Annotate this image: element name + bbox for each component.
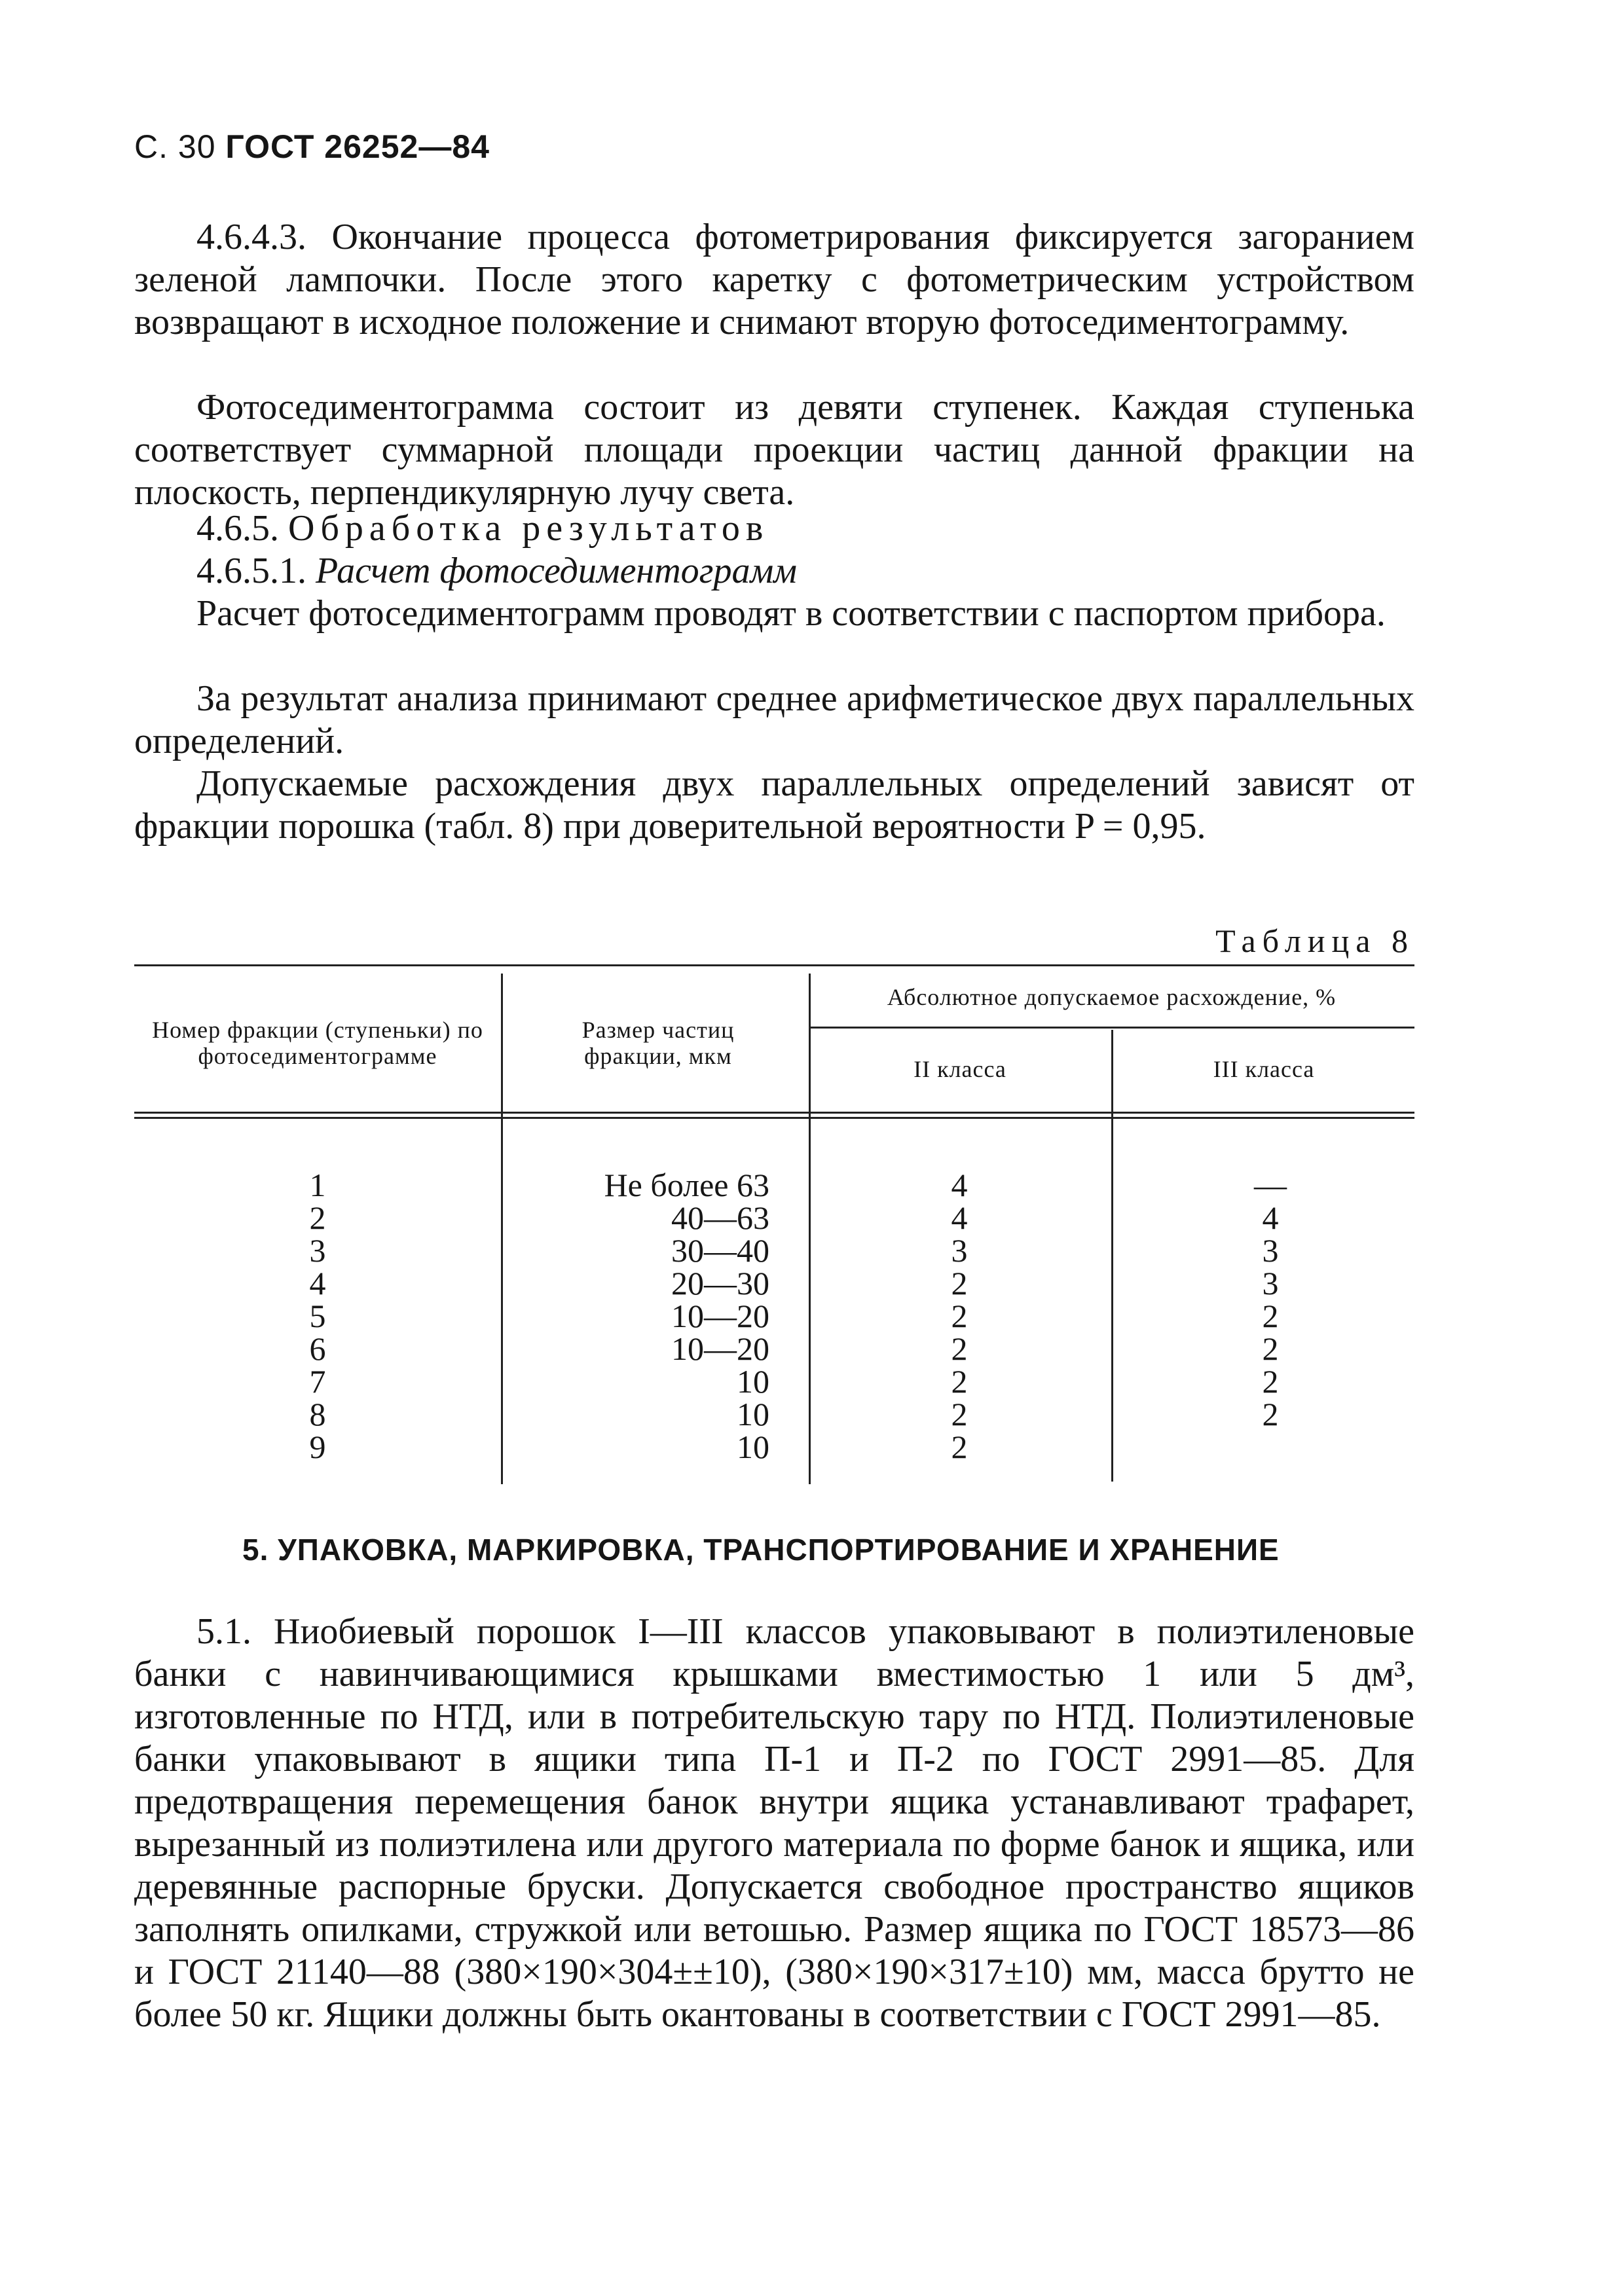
table-cell: 6 — [309, 1330, 326, 1367]
table-cell: 2 — [951, 1429, 968, 1465]
table-cell: 10 — [737, 1429, 769, 1465]
paragraph-result: За результат анализа принимают среднее арифметическое двух параллельных определений. — [134, 678, 1414, 761]
table-top-rule — [134, 964, 1414, 966]
column-particle-size — [553, 1169, 769, 1463]
table-cell: 2 — [951, 1363, 968, 1400]
subsection-number: 4.6.5. — [196, 508, 279, 549]
header-fraction-number: Номер фракции (ступеньки) по фотоседиментограмме — [152, 1017, 483, 1069]
table-cell: 10—20 — [671, 1330, 769, 1367]
running-head — [134, 128, 490, 166]
table-cell: — — [1254, 1167, 1287, 1203]
table-cell: 30—40 — [671, 1232, 769, 1269]
table-subheader-rule — [809, 1027, 1414, 1029]
table-cell: 20—30 — [671, 1265, 769, 1302]
table-cell: 2 — [1262, 1330, 1279, 1367]
table-cell: 4 — [951, 1167, 968, 1203]
table-cell: 4 — [951, 1199, 968, 1236]
table-cell: 2 — [951, 1330, 968, 1367]
table-cell: Не более 63 — [604, 1167, 769, 1203]
table-cell: 2 — [951, 1298, 968, 1334]
subsection-4-6-5-1 — [134, 550, 1414, 592]
table-column-divider — [501, 974, 503, 1484]
table-cell: 3 — [309, 1232, 326, 1269]
table-cell: 4 — [309, 1265, 326, 1302]
subsection-4-6-5 — [134, 507, 1414, 550]
subsection-number: 4.6.5.1. — [196, 551, 306, 591]
table-cell: 40—63 — [671, 1199, 769, 1236]
table-cell: 2 — [1262, 1363, 1279, 1400]
table-cell: 7 — [309, 1363, 326, 1400]
column-class-2 — [933, 1169, 986, 1463]
table-cell: 2 — [309, 1199, 326, 1236]
column-class-3 — [1244, 1169, 1297, 1430]
paragraph-4-6-4-3: 4.6.4.3. Окончание процесса фотометрирования фиксируется загоранием зеленой лампочки. После этого каретку с фотометрическим устройством возвращают в исходное положение и снимают вторую фотоседиментограмму. — [134, 217, 1414, 342]
table-caption: Таблица 8 — [1215, 922, 1414, 959]
table-cell: 8 — [309, 1396, 326, 1432]
section-heading: 5. УПАКОВКА, МАРКИРОВКА, ТРАНСПОРТИРОВАНИЕ И ХРАНЕНИЕ — [242, 1533, 1280, 1567]
subsection-title: Расчет фотоседиментограмм — [316, 551, 797, 591]
table-header-rule — [134, 1117, 1414, 1119]
header-class-3: III класса — [1213, 1056, 1315, 1082]
header-absolute-deviation: Абсолютное допускаемое расхождение, % — [887, 984, 1337, 1010]
standard-number: ГОСТ 26252—84 — [225, 128, 490, 165]
paragraph-tolerance: Допускаемые расхождения двух параллельных определений зависят от фракции порошка (табл. 8) при доверительной вероятности P = 0,95. — [134, 763, 1414, 847]
table-cell: 2 — [1262, 1396, 1279, 1432]
page-number: С. 30 — [134, 128, 216, 165]
table-cell: 3 — [951, 1232, 968, 1269]
column-fraction-number — [291, 1169, 344, 1463]
data-table — [134, 964, 1414, 1482]
table-cell: 10 — [737, 1363, 769, 1400]
table-cell: 3 — [1262, 1232, 1279, 1269]
paragraph-5-1: 5.1. Ниобиевый порошок I—III классов упаковывают в полиэтиленовые банки с навинчивающимися крышками вместимостью 1 или 5 дм³, изготовленные по НТД, или в потребительскую тару по НТД. Полиэтиленовые банки упаковывают в ящики типа П-1 и П-2 по ГОСТ 2991—85. Для предотвращения перемещения банок внутри ящика устанавливают трафарет, вырезанный из полиэтилена или другого материала по форме банок и ящика, или деревянные распорные бруски. Допускается свободное пространство ящиков заполнять опилками, стружкой или ветошью. Размер ящика по ГОСТ 18573—86 и ГОСТ 21140—88 (380×190×304±±10), (380×190×317±10) мм, масса брутто не более 50 кг. Ящики должны быть окантованы в соответствии с ГОСТ 2991—85. — [134, 1611, 1414, 2035]
table-cell: 2 — [1262, 1298, 1279, 1334]
table-cell: 9 — [309, 1429, 326, 1465]
paragraph-steps: Фотоседиментограмма состоит из девяти ступенек. Каждая ступенька соответствует суммарной площади проекции частиц данной фракции на плоскость, перпендикулярную лучу света. — [134, 387, 1414, 513]
table-cell: 2 — [951, 1396, 968, 1432]
table-cell: 3 — [1262, 1265, 1279, 1302]
paragraph-calc: Расчет фотоседиментограмм проводят в соответствии с паспортом прибора. — [196, 593, 1386, 634]
table-cell: 10 — [737, 1396, 769, 1432]
subsection-title: Обработка результатов — [288, 508, 769, 549]
table-cell: 4 — [1262, 1199, 1279, 1236]
header-particle-size: Размер частиц фракции, мкм — [581, 1017, 735, 1069]
table-cell: 5 — [309, 1298, 326, 1334]
table-cell: 10—20 — [671, 1298, 769, 1334]
table-cell: 1 — [309, 1167, 326, 1203]
table-header-rule — [134, 1112, 1414, 1114]
header-class-2: II класса — [913, 1056, 1006, 1082]
table-cell: 2 — [951, 1265, 968, 1302]
